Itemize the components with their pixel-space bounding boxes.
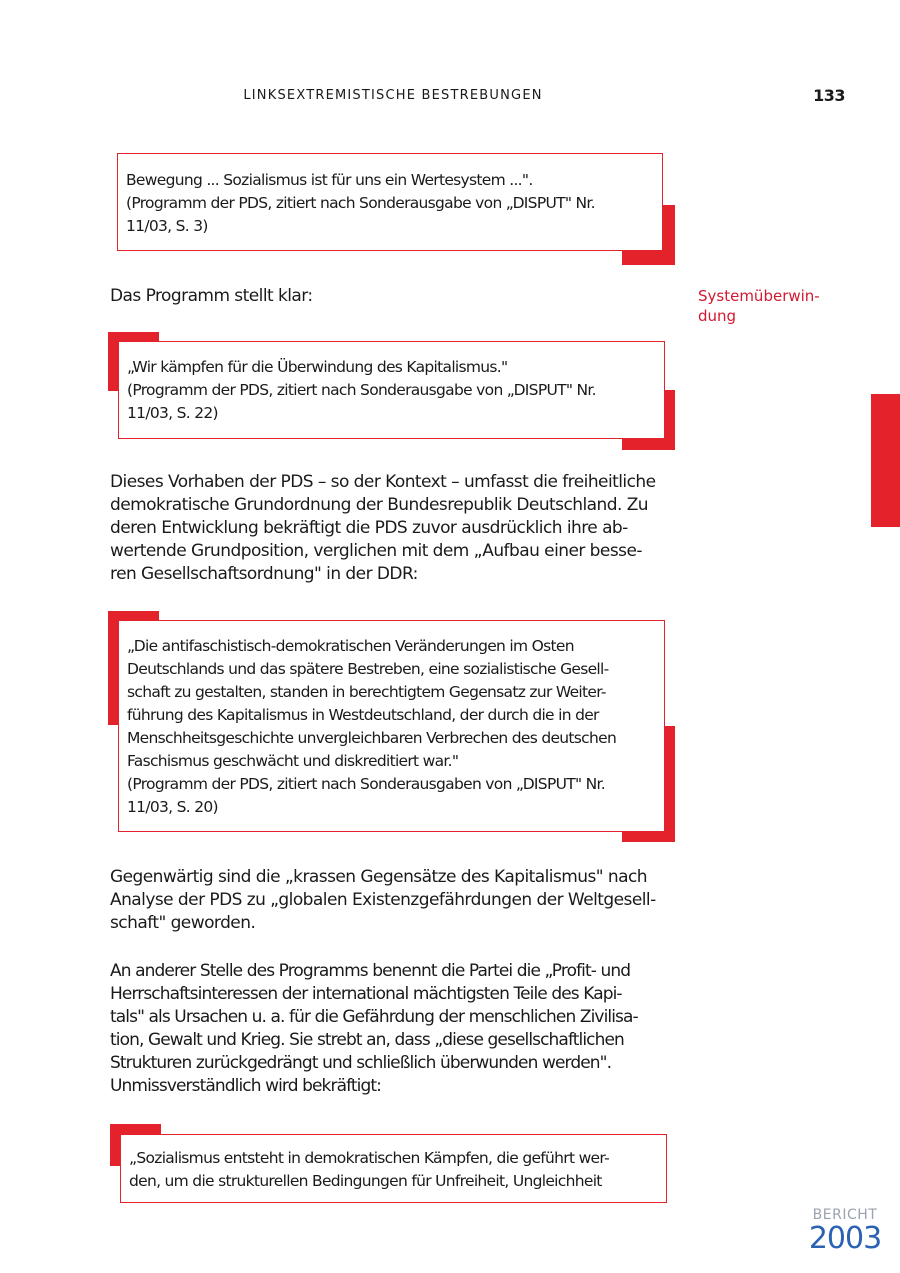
quote-line: schaft zu gestalten, standen in berechtigtem Gegensatz zur Weiter- bbox=[127, 683, 606, 701]
paragraph-line: Das Programm stellt klar: bbox=[110, 286, 313, 306]
margin-note bbox=[698, 286, 848, 326]
quote-line: 11/03, S. 3) bbox=[126, 217, 208, 235]
brand-word: BERICHT bbox=[812, 1207, 878, 1223]
paragraph-line: ren Gesellschaftsordnung" in der DDR: bbox=[110, 564, 418, 584]
quote-line: 11/03, S. 20) bbox=[127, 798, 218, 816]
margin-note-line: dung bbox=[698, 307, 737, 325]
quote-line: „Die antifaschistisch-demokratischen Veränderungen im Osten bbox=[127, 637, 574, 655]
paragraph-line: Unmissverständlich wird bekräftigt: bbox=[110, 1076, 381, 1096]
quote-line: führung des Kapitalismus in Westdeutschland, der durch die in der bbox=[127, 706, 599, 724]
quote-line: (Programm der PDS, zitiert nach Sonderausgabe von „DISPUT" Nr. bbox=[126, 194, 595, 212]
quote-box bbox=[117, 153, 675, 265]
quote-line: „Wir kämpfen für die Überwindung des Kapitalismus." bbox=[127, 358, 508, 376]
quote-box bbox=[108, 332, 675, 450]
paragraph-line: demokratische Grundordnung der Bundesrepublik Deutschland. Zu bbox=[110, 495, 649, 515]
paragraph-line: Gegenwärtig sind die „krassen Gegensätze des Kapitalismus" nach bbox=[110, 867, 648, 887]
body-paragraph bbox=[110, 866, 680, 935]
quote-box bbox=[108, 611, 675, 842]
quote-line: „Sozialismus entsteht in demokratischen Kämpfen, die geführt wer- bbox=[129, 1149, 609, 1167]
paragraph-line: Herrschaftsinteressen der international mächtigsten Teile des Kapi- bbox=[110, 984, 622, 1004]
report-brand-logo bbox=[800, 1207, 890, 1255]
quote-frame bbox=[118, 620, 665, 832]
paragraph-line: tals" als Ursachen u. a. für die Gefährdung der menschlichen Zivilisa- bbox=[110, 1007, 638, 1027]
quote-line: 11/03, S. 22) bbox=[127, 404, 218, 422]
margin-note-line: Systemüberwin- bbox=[698, 287, 820, 305]
paragraph-line: wertende Grundposition, verglichen mit dem „Aufbau einer besse- bbox=[110, 541, 642, 561]
body-paragraph bbox=[110, 285, 680, 308]
page-number: 133 bbox=[813, 86, 845, 105]
brand-year: 2003 bbox=[808, 1221, 882, 1256]
quote-line: Menschheitsgeschichte unvergleichbaren Verbrechen des deutschen bbox=[127, 729, 617, 747]
paragraph-line: schaft" geworden. bbox=[110, 913, 256, 933]
quote-line: Bewegung ... Sozialismus ist für uns ein Wertesystem ...". bbox=[126, 171, 533, 189]
quote-frame bbox=[120, 1134, 667, 1203]
paragraph-line: deren Entwicklung bekräftigt die PDS zuvor ausdrücklich ihre ab- bbox=[110, 518, 628, 538]
paragraph-line: An anderer Stelle des Programms benennt die Partei die „Profit- und bbox=[110, 961, 631, 981]
chapter-thumb-tab bbox=[871, 394, 900, 527]
quote-box bbox=[110, 1124, 670, 1204]
body-paragraph bbox=[110, 960, 680, 1098]
running-head: LINKSEXTREMISTISCHE BESTREBUNGEN bbox=[243, 88, 543, 103]
quote-frame bbox=[117, 153, 663, 251]
quote-line: Deutschlands und das spätere Bestreben, eine sozialistische Gesell- bbox=[127, 660, 609, 678]
quote-line: (Programm der PDS, zitiert nach Sonderausgaben von „DISPUT" Nr. bbox=[127, 775, 606, 793]
paragraph-line: Dieses Vorhaben der PDS – so der Kontext – umfasst die freiheitliche bbox=[110, 472, 656, 492]
paragraph-line: Strukturen zurückgedrängt und schließlich überwunden werden". bbox=[110, 1053, 612, 1073]
paragraph-line: Analyse der PDS zu „globalen Existenzgefährdungen der Weltgesell- bbox=[110, 890, 656, 910]
quote-frame bbox=[118, 341, 665, 439]
paragraph-line: tion, Gewalt und Krieg. Sie strebt an, dass „diese gesellschaftlichen bbox=[110, 1030, 624, 1050]
quote-line: den, um die strukturellen Bedingungen für Unfreiheit, Ungleichheit bbox=[129, 1172, 602, 1190]
body-paragraph bbox=[110, 471, 680, 586]
quote-line: Faschismus geschwächt und diskreditiert war." bbox=[127, 752, 459, 770]
quote-line: (Programm der PDS, zitiert nach Sonderausgabe von „DISPUT" Nr. bbox=[127, 381, 596, 399]
